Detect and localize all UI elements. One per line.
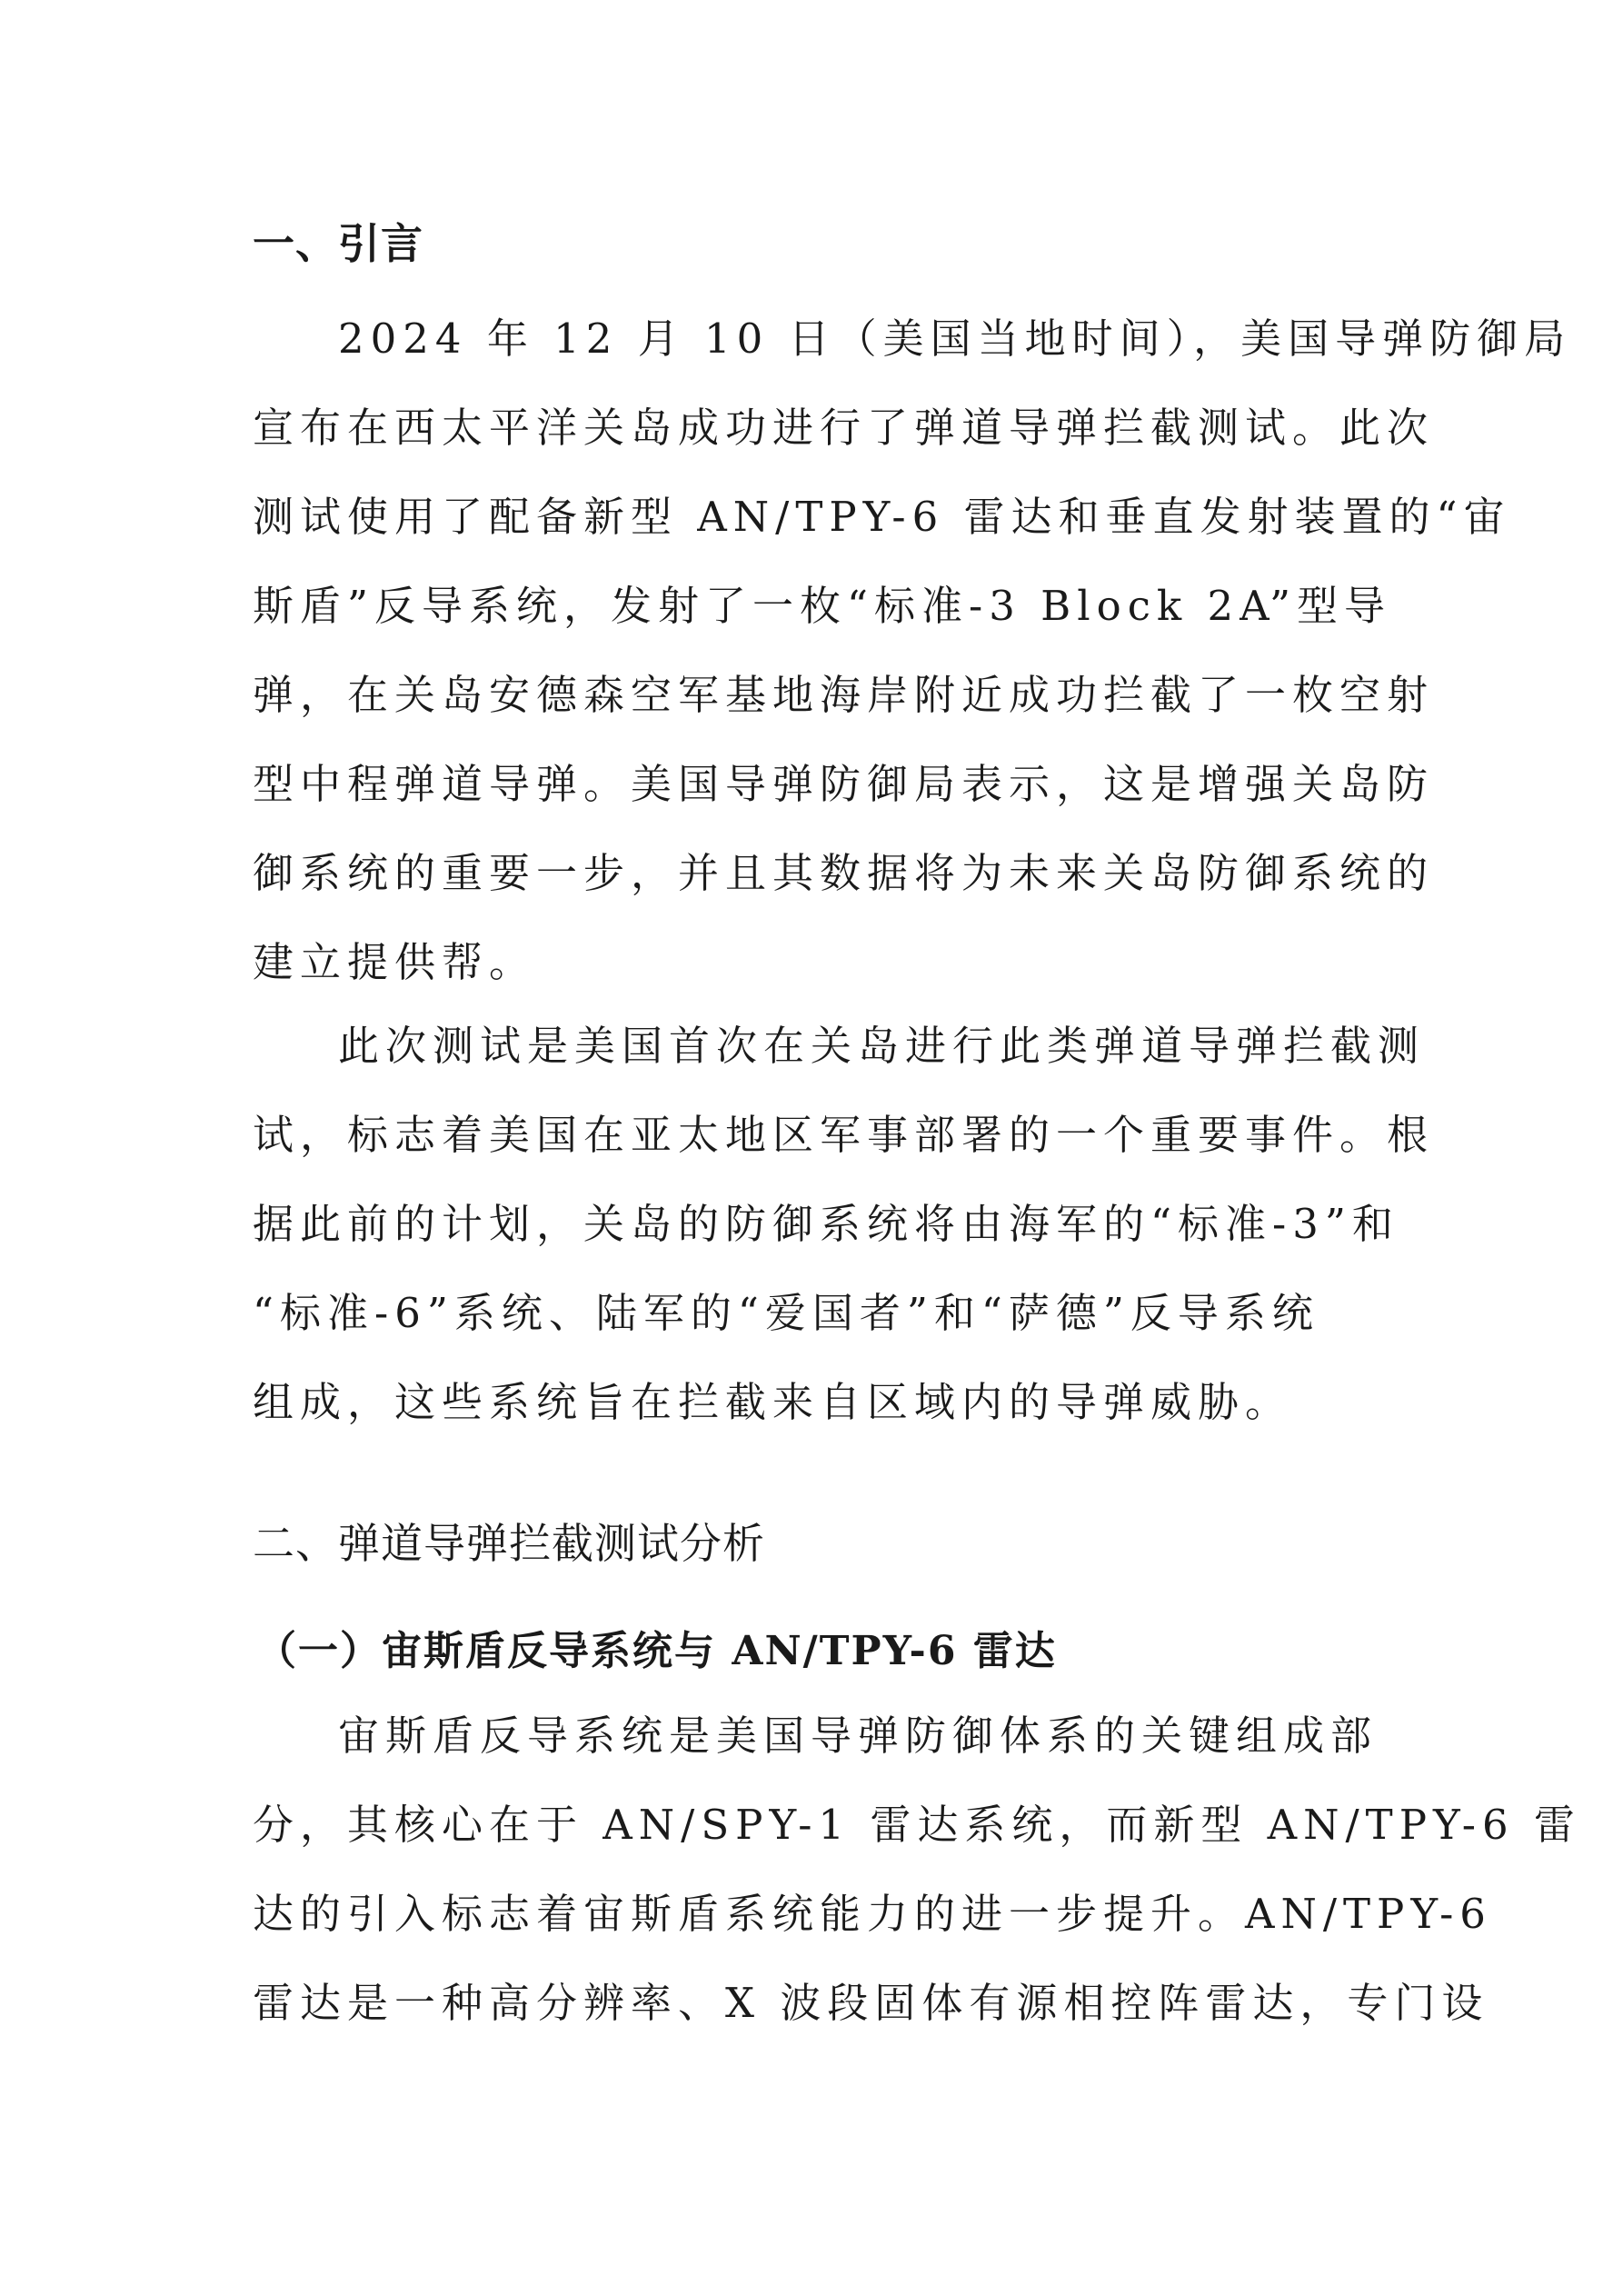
text-line: 御系统的重要一步，并且其数据将为未来关岛防御系统的 <box>253 849 1435 897</box>
text-line: 宣布在西太平洋关岛成功进行了弹道导弹拦截测试。此次 <box>253 404 1435 452</box>
text-line: 弹，在关岛安德森空军基地海岸附近成功拦截了一枚空射 <box>253 671 1435 719</box>
subsection-heading-aegis: （一）宙斯盾反导系统与 AN/TPY-6 雷达 <box>256 1628 1057 1674</box>
text-line: 此次测试是美国首次在关岛进行此类弹道导弹拦截测 <box>338 1022 1426 1070</box>
section-heading-analysis: 二、弹道导弹拦截测试分析 <box>253 1519 765 1568</box>
text-line: 达的引入标志着宙斯盾系统能力的进一步提升。AN/TPY-6 <box>253 1890 1492 1938</box>
text-line: 测试使用了配备新型 AN/TPY-6 雷达和垂直发射装置的“宙 <box>253 493 1511 541</box>
text-line: 斯盾”反导系统，发射了一枚“标准-3 Block 2A”型导 <box>253 582 1391 630</box>
text-line: 据此前的计划，关岛的防御系统将由海军的“标准-3”和 <box>253 1200 1399 1248</box>
text-line: 分，其核心在于 AN/SPY-1 雷达系统，而新型 AN/TPY-6 雷 <box>253 1801 1581 1849</box>
text-line: 型中程弹道导弹。美国导弹防御局表示，这是增强关岛防 <box>253 760 1435 808</box>
section-heading-introduction: 一、引言 <box>253 219 423 268</box>
text-line: 2024 年 12 月 10 日（美国当地时间），美国导弹防御局 <box>338 314 1572 363</box>
text-line: 雷达是一种高分辨率、X 波段固体有源相控阵雷达，专门设 <box>253 1979 1489 2027</box>
text-line: 组成，这些系统旨在拦截来自区域内的导弹威胁。 <box>253 1378 1293 1426</box>
text-line: 试，标志着美国在亚太地区军事部署的一个重要事件。根 <box>253 1111 1435 1159</box>
text-line: “标准-6”系统、陆军的“爱国者”和“萨德”反导系统 <box>253 1289 1319 1337</box>
text-line: 宙斯盾反导系统是美国导弹防御体系的关键组成部 <box>338 1712 1379 1760</box>
text-line: 建立提供帮。 <box>253 938 537 986</box>
